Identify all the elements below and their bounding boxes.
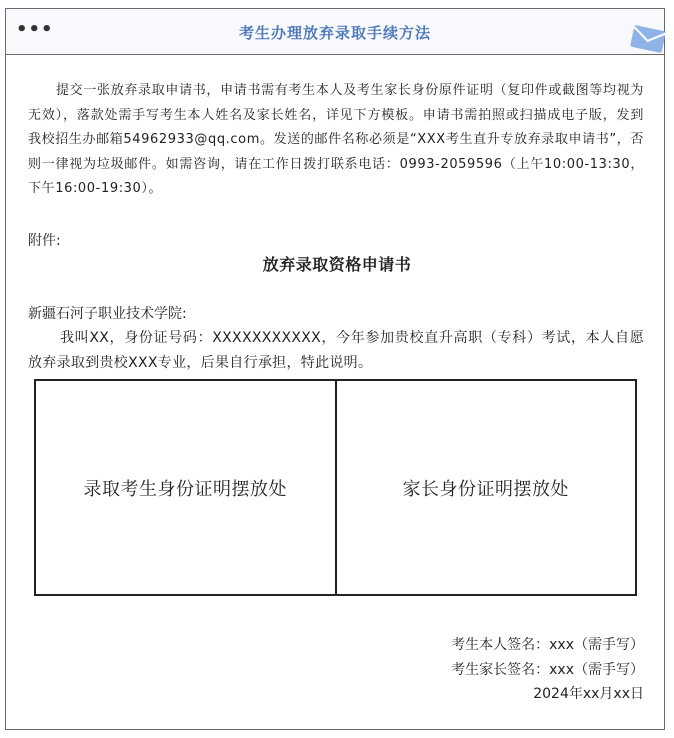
instructions-paragraph: 提交一张放弃录取申请书，申请书需有考生本人及考生家长身份原件证明（复印件或截图等均视为无效），落款处需手写考生本人姓名及家长姓名，详见下方模板。申请书需拍照或扫描成电子版，发到我校招生办邮箱54962933@qq.com。发送的邮件名称必须是“XXX考生直升专放弃录取申请书”，否则一律视为垃圾邮件。如需咨询，请在工作日拨打联系电话：0993-2059596（上午10:00-13:30，下午16:00-19:30）。	[28, 83, 644, 196]
recipient-line: 新疆石河子职业技术学院:	[28, 306, 187, 322]
parent-id-cell: 家长身份证明摆放处	[335, 381, 636, 594]
more-dots-icon[interactable]: •••	[16, 19, 54, 40]
student-signature: 考生本人签名：xxx（需手写）	[451, 637, 644, 653]
page-title: 考生办理放弃录取手续方法	[238, 24, 431, 42]
application-body: 我叫XX，身份证号码：XXXXXXXXXXX，今年参加贵校直升高职（专科）考试，本人自愿放弃录取到贵校XXX专业，后果自行承担，特此说明。	[28, 330, 644, 371]
parent-signature: 考生家长签名：xxx（需手写）	[451, 662, 644, 678]
id-proof-table	[34, 379, 637, 596]
attachment-label: 附件:	[28, 233, 61, 249]
application-title: 放弃录取资格申请书	[262, 255, 412, 274]
student-id-cell: 录取考生身份证明摆放处	[83, 478, 287, 500]
signature-date: 2024年xx月xx日	[533, 686, 644, 702]
